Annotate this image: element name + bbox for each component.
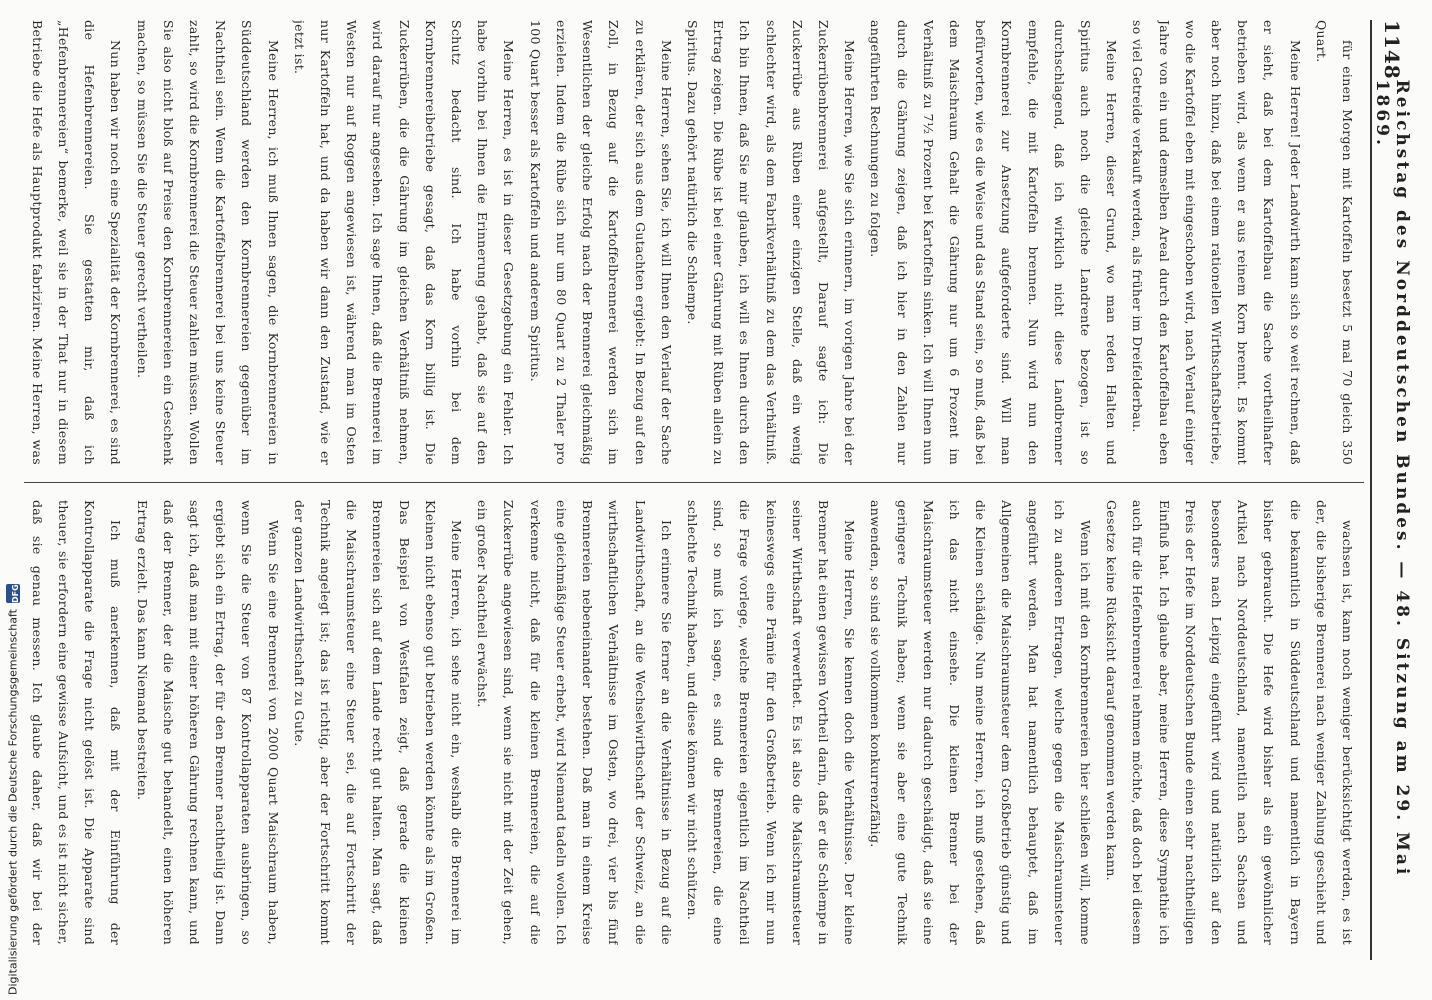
- paragraph: Ich muß anerkennen, daß mit der Einführung der Kontrollapparate die Frage nicht gelöst ist. Die Apparate sind theuer, sie erfordern eine gewisse Aufsicht, und es ist nicht sicher, daß sie genau messen. Ich glaube daher, daß wir bei der: [30, 500, 124, 945]
- paragraph: für einen Morgen mit Kartoffeln besetzt 5 mal 70 gleich 350 Quart.: [1313, 20, 1355, 465]
- paragraph: Meine Herren, Sie kennen doch die Verhältnisse. Der kleine Brenner hat einen gewissen Vortheil darin, daß er die Schlempe in seiner Wirthschaft verwerthet. Es ist also die Maischraumsteuer keineswegs eine Prämie für den Großbetrieb. Wenn ich mir nun die Frage vorlege, welche Brennereien eigentlich im Nachtheil sind, so muß ich sagen, es sind die Brennereien, die eine schlechte Technik haben, und diese können wir nicht schützen.: [684, 500, 858, 945]
- paragraph: Meine Herren, wie Sie sich erinnern, im vorigen Jahre bei der Zuckerrübenbrennerei aufgestellt, Darauf sagte ich: Die Zuckerrübe aus Rüben einer einzigen Stelle, daß ein wenig schlechter wird, als dem Fabrikverhältniß zu dem das Verhältniß. Ich bin Ihnen, daß Sie mir glauben, ich will es Ihnen durch den Ertrag zeigen. Die Rübe ist bei einer Gährung mit Rüben allein zu Spiritus. Dazu gehört natürlich die Schlempe.: [684, 20, 858, 465]
- column-divider: [24, 482, 1364, 483]
- page-header: [1370, 20, 1412, 960]
- digitization-credit: [4, 584, 22, 995]
- paragraph: wachsen ist, kann noch weniger berücksichtigt werden, es ist der, die bisherige Brennerei nach weniger Zahlung geschieht und die bekanntlich in Süddeutschland und namentlich in Bayern bisher gebraucht. Die Hefe wird bisher als ein gewöhnlicher Artikel nach Norddeutschland, namentlich nach Sachsen und besonders nach Leipzig eingeführt wird und natürlich auf den Preis der Hefe im Norddeutschen Bunde einen sehr nachtheiligen Einfluß hat. Ich glaube aber, meine Herren, diese Sympathie ich auch für die Hefenbrennerei nehmen möchte, daß doch bei diesem Gesetze keine Rücksicht darauf genommen werden kann.: [1104, 500, 1355, 945]
- left-text-column: [30, 20, 1360, 465]
- rotated-newspaper-page: [12, 20, 1412, 960]
- credit-text: Digitalisierung gefördert durch die Deutsche Forschungsgemeinschaft: [6, 609, 20, 995]
- page-number: 1148: [1380, 20, 1404, 80]
- paragraph: Wenn Sie eine Brennerei von 2000 Quart Maischraum haben, wenn Sie die Steuer von 87 Kontrollapparaten ausbringen, so ergiebt sich ein Ertrag, der für den Brenner nachtheilig ist. Dann sagt ich, daß man mit einer höheren Gährung rechnen kann, und daß der Brenner, der die Maische gut behandelt, einen höheren Ertrag erzielt. Das kann Niemand bestreiten.: [134, 500, 281, 945]
- paragraph: Wenn ich mit den Kornbrennereien hier schließen will, komme ich zu anderen Ertragen, welche gegen die Maischraumsteuer angeführt werden. Man hat namentlich behauptet, daß im Allgemeinen die Maischraumsteuer dem Großbetrieb günstig und die Kleinen schädige. Nun meine Herren, ich muß gestehen, daß ich das nicht einsehe. Die kleinen Brenner bei der Maischraumsteuer werden nur dadurch geschädigt, daß sie eine geringere Technik haben; wenn sie aber eine gute Technik anwenden, so sind sie vollkommen konkurrenzfähig.: [868, 500, 1093, 945]
- paragraph: Meine Herren, ich muß Ihnen sagen, die Kornbrennereien in Süddeutschland werden den Kornbrennereien gegenüber im Nachtheil sein. Wenn die Kartoffelbrennerei bei uns keine Steuer zahlt, so wird die Kornbrennerei die Steuer zahlen müssen. Wollen Sie also nicht bloß auf Preise den Kornbrennereien ein Geschenk machen, so müssen Sie die Steuer gerecht vertheilen.: [134, 20, 281, 465]
- paragraph: Meine Herren! Jeder Landwirth kann sich so weit rechnen, daß er sieht, daß bei dem Kartoffelbau die Sache vortheilhafter betrieben wird, als wenn er aus reinem Korn brennt. Es kommt aber noch hinzu, daß bei einem rationellen Wirthschaftsbetriebe, wo die Kartoffel eben mit eingeschoben wird, nach Verlauf einiger Jahre von ein und demselben Areal durch den Kartoffelbau eben so viel Getreide verkauft werden, als früher im Dreifelderbau.: [1130, 20, 1303, 465]
- paragraph: Meine Herren, es ist in dieser Gesetzgebung ein Fehler. Ich habe vorhin bei Ihnen die Erinnerung gehabt, daß sie auf den Schutz bedacht sind. Ich habe vorhin bei dem Kornbrennereibetriebe gesagt, daß das Korn billig ist. Die Zuckerrüben, die die Gährung im gleichen Verhältniß nehmen, wird darauf nur angesehen. Ich sage Ihnen, daß die Brennerei im Westen nur auf Roggen angewiesen ist, während man im Osten nur Kartoffeln hat, und da haben wir dann den Zustand, wie er jetzt ist.: [291, 20, 517, 465]
- paragraph: Meine Herren, dieser Grund, wo man reden Halten und Spiritus auch noch die gleiche Landrente bezogen, ist so durchschlagend, daß ich wirklich nicht diese Landbrenner empfehle, die mit Kartoffeln brennen. Nun wird nun den Kornbrennerei zur Ansetzung aufgeforderte sind. Will man befürworten, wie es die Weise und das Stand sein, so muß, daß bei dem Maischraum Gehalt die Gährung nur um 6 Prozent im Verhältniß zu 7½ Prozent bei Kartoffeln sinken. Ich will Ihnen nun durch die Gährung zeigen, daß ich hier in den Zahlen nur angeführten Rechnungen zu folgen.: [868, 20, 1120, 465]
- dfg-logo-icon: DFG: [6, 584, 20, 603]
- paragraph: Nun haben wir noch eine Spezialität der Kornbrennerei, es sind die Hefenbrennereien. Sie gestatten mir, daß ich „Hefenbrennereien“ bemerke, weil sie in der That nur in diesem Betriebe die Hefe als Hauptprodukt fabriziren. Meine Herren, was: [30, 20, 124, 465]
- page-title: Reichstag des Norddeutschen Bundes. — 48. Sitzung am 29. Mai 1869.: [1372, 79, 1412, 878]
- paragraph: Meine Herren, sehen Sie, ich will Ihnen den Verlauf der Sache zu erklären, der sich aus dem Gutachten ergiebt: In Bezug auf den Zoll, in Bezug auf die Kartoffelbrennerei werden sich im Wesentlichen der gleiche Erfolg nach der Brennerei gleichmäßig erzielen. Indem die Rübe sich nur um 80 Quart zu 2 Thaler pro 100 Quart besser als Kartoffeln und anderem Spiritus.: [527, 20, 674, 465]
- paragraph: Ich erinnere Sie ferner an die Verhältnisse in Bezug auf die Landwirthschaft, an die Wechselwirthschaft der Schweiz, an die wirthschaftlichen Verhältnisse im Osten, wo drei, vier bis fünf Brennereien nebeneinander bestehen. Daß man in einem Kreise eine gleichmäßige Steuer erhebt, wird Niemand tadeln wollen. Ich verkenne nicht, daß für die kleinen Brennereien, die auf die Zuckerrübe angewiesen sind, wenn sie nicht mit der Zeit gehen, ein großer Nachtheil erwächst.: [475, 500, 674, 945]
- right-text-column: [30, 500, 1360, 945]
- paragraph: Meine Herren, ich sehe nicht ein, weshalb die Brennerei im Kleinen nicht ebenso gut betrieben werden könnte als im Großen. Das Beispiel von Westfalen zeigt, daß gerade die kleinen Brennereien sich auf dem Lande recht gut halten. Man sagt, daß die Maischraumsteuer eine Steuer sei, die auf Fortschritt der Technik angelegt ist; das ist richtig, aber der Fortschritt kommt der ganzen Landwirthschaft zu Gute.: [291, 500, 465, 945]
